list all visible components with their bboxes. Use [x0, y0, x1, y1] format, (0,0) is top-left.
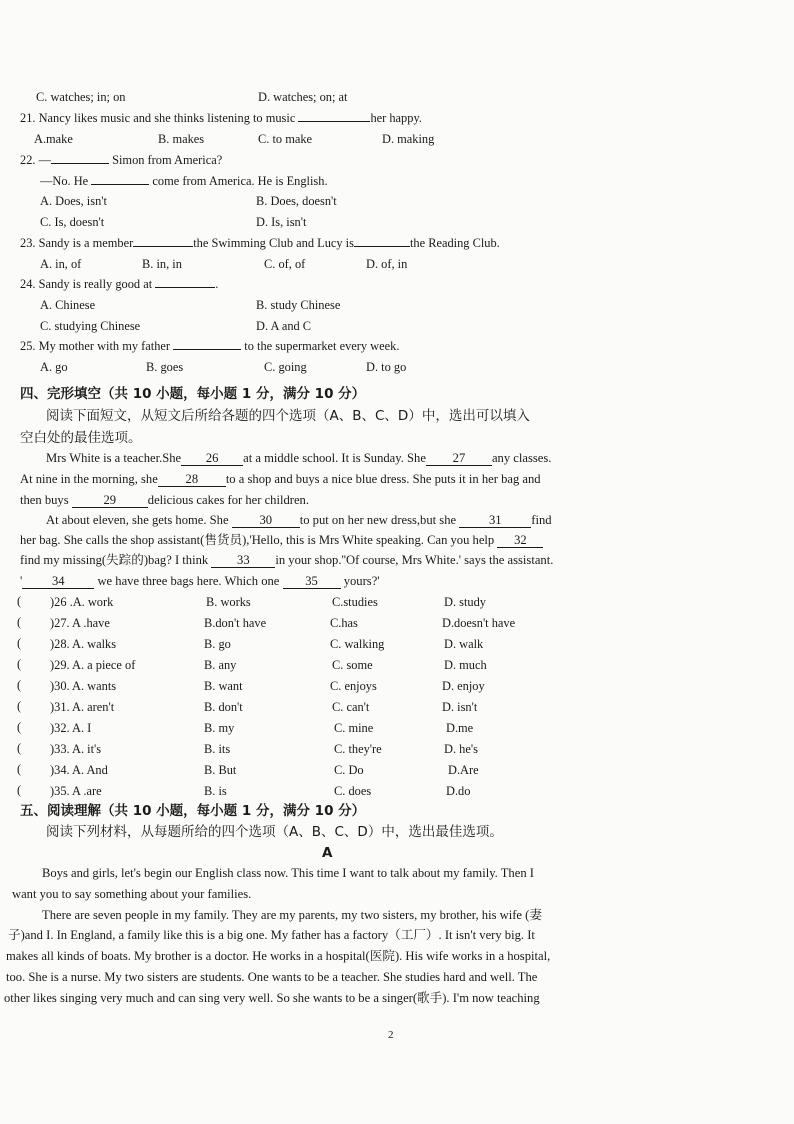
- blank-29[interactable]: 29: [72, 493, 148, 508]
- q21-option-b: B. makes: [158, 132, 205, 146]
- option-row-a: )30. A. wants: [50, 679, 117, 693]
- blank-35[interactable]: 35: [283, 574, 341, 589]
- q21-option-a: A.make: [34, 132, 73, 146]
- option-b: B. its: [204, 742, 231, 756]
- page-number: 2: [388, 1029, 394, 1041]
- answer-paren[interactable]: (: [17, 762, 22, 776]
- option-d: D. study: [444, 595, 486, 609]
- option-c: C. can't: [332, 700, 370, 714]
- option-b: B. is: [204, 784, 227, 798]
- question-22: [20, 152, 222, 169]
- section-5-heading: 五、阅读理解（共 10 小题，每小题 1 分，满分 10 分）: [20, 803, 366, 819]
- q23-stem-a: 23. Sandy is a member: [20, 236, 134, 250]
- q23-option-d: D. of, in: [366, 257, 408, 271]
- option-b: B.don't have: [204, 616, 267, 630]
- q21-option-d: D. making: [382, 132, 435, 146]
- q22-option-d: D. Is, isn't: [256, 215, 307, 229]
- cloze-line-7: [20, 573, 380, 590]
- cloze-text: At about eleven, she gets home. She: [46, 513, 229, 527]
- q22-stem: Simon from America?: [112, 153, 223, 167]
- cloze-line-2: [20, 471, 541, 488]
- answer-paren[interactable]: (: [17, 594, 22, 608]
- option-row-a: )31. A. aren't: [50, 700, 115, 714]
- cloze-text: then buys: [20, 493, 69, 507]
- question-23: [20, 235, 500, 252]
- answer-paren[interactable]: (: [17, 678, 22, 692]
- cloze-line-6: [20, 552, 553, 569]
- q24-option-b: B. study Chinese: [256, 298, 341, 312]
- q24-option-a: A. Chinese: [40, 298, 96, 312]
- option-row-a: )35. A .are: [50, 784, 102, 798]
- q23-option-c: C. of, of: [264, 257, 306, 271]
- q21-option-c: C. to make: [258, 132, 313, 146]
- cloze-text: at a middle school. It is Sunday. She: [243, 451, 426, 465]
- option-b: B. my: [204, 721, 235, 735]
- cloze-text: delicious cakes for her children.: [147, 493, 309, 507]
- cloze-text: in your shop.''Of course, Mrs White.' says the assistant.: [275, 553, 554, 567]
- option-c: C.studies: [332, 595, 378, 609]
- option-c: C. mine: [334, 721, 374, 735]
- q22-option-b: B. Does, doesn't: [256, 194, 337, 208]
- q25-stem-a: 25. My mother with my father: [20, 339, 171, 353]
- answer-blank[interactable]: [155, 287, 215, 288]
- option-d: D. walk: [444, 637, 484, 651]
- cloze-text: ': [20, 574, 23, 588]
- option-b: B. But: [204, 763, 237, 777]
- q22-dash: 22. —: [20, 153, 51, 167]
- option-b: B. go: [204, 637, 231, 651]
- option-b: B. want: [204, 679, 243, 693]
- cloze-text: At nine in the morning, she: [20, 472, 158, 486]
- question-22-reply: [40, 173, 328, 190]
- blank-26[interactable]: 26: [181, 451, 243, 466]
- cloze-text: yours?': [343, 574, 380, 588]
- answer-blank[interactable]: [173, 349, 241, 350]
- q24-option-c: C. studying Chinese: [40, 319, 141, 333]
- section-4-instruction-cont: 空白处的最佳选项。: [20, 430, 142, 446]
- cloze-text: find: [531, 513, 552, 527]
- q25-option-a: A. go: [40, 360, 68, 374]
- q23-option-b: B. in, in: [142, 257, 182, 271]
- answer-paren[interactable]: (: [17, 720, 22, 734]
- section-4-heading: 四、完形填空（共 10 小题，每小题 1 分，满分 10 分）: [20, 386, 366, 402]
- q21-stem-end: her happy.: [370, 111, 422, 125]
- option-d: D.do: [446, 784, 471, 798]
- answer-paren[interactable]: (: [17, 636, 22, 650]
- q24-stem-end: .: [215, 277, 219, 291]
- cloze-text: Mrs White is a teacher.She: [46, 451, 182, 465]
- option-c: C. some: [332, 658, 373, 672]
- option-c: C. they're: [334, 742, 382, 756]
- option-c: C.has: [330, 616, 358, 630]
- q20-option-d: D. watches; on; at: [258, 90, 348, 104]
- answer-paren[interactable]: (: [17, 699, 22, 713]
- q22-reply-b: come from America. He is English.: [152, 174, 328, 188]
- blank-27[interactable]: 27: [426, 451, 492, 466]
- reading-line: too. She is a nurse. My two sisters are students. One wants to be a teacher. She studies hard and well. The: [6, 970, 538, 984]
- option-d: D. isn't: [442, 700, 478, 714]
- q23-stem-b: the Swimming Club and Lucy is: [193, 236, 354, 250]
- option-d: D.me: [446, 721, 474, 735]
- blank-34[interactable]: 34: [22, 574, 94, 589]
- question-25: [20, 338, 399, 355]
- reading-line: 子)and I. In England, a family like this is a big one. My father has a factory（工厂）. It isn't very big. It: [8, 928, 535, 942]
- option-d: D. much: [444, 658, 487, 672]
- reading-line: want you to say something about your families.: [12, 887, 252, 901]
- answer-paren[interactable]: (: [17, 615, 22, 629]
- answer-blank[interactable]: [354, 246, 410, 247]
- reading-line: There are seven people in my family. They are my parents, my two sisters, my brother, his wife (妻: [42, 908, 542, 922]
- reading-line: Boys and girls, let's begin our English class now. This time I want to talk about my family. Then I: [42, 866, 534, 880]
- q22-option-c: C. Is, doesn't: [40, 215, 105, 229]
- answer-blank[interactable]: [133, 246, 193, 247]
- option-c: C. Do: [334, 763, 364, 777]
- q23-stem-c: the Reading Club.: [409, 236, 500, 250]
- option-b: B. don't: [204, 700, 243, 714]
- option-row-a: )26 .A. work: [50, 595, 114, 609]
- reading-line: makes all kinds of boats. My brother is a doctor. He works in a hospital(医院). His wife works in a hospital,: [6, 949, 551, 963]
- answer-paren[interactable]: (: [17, 783, 22, 797]
- cloze-text: we have three bags here. Which one: [97, 574, 280, 588]
- q25-stem-b: to the supermarket every week.: [244, 339, 400, 353]
- blank-31[interactable]: 31: [459, 513, 531, 528]
- section-5-instruction: 阅读下列材料，从每题所给的四个选项（A、B、C、D）中，选出最佳选项。: [46, 824, 503, 840]
- q25-option-d: D. to go: [366, 360, 407, 374]
- blank-33[interactable]: 33: [211, 553, 275, 568]
- option-b: B. any: [204, 658, 237, 672]
- q24-stem: 24. Sandy is really good at: [20, 277, 153, 291]
- q25-option-c: C. going: [264, 360, 307, 374]
- blank-32[interactable]: 32: [497, 533, 543, 548]
- passage-label: A: [322, 845, 333, 861]
- question-24: [20, 276, 218, 293]
- option-d: D.Are: [448, 763, 479, 777]
- option-d: D. he's: [444, 742, 478, 756]
- q23-option-a: A. in, of: [40, 257, 82, 271]
- q22-option-a: A. Does, isn't: [40, 194, 107, 208]
- reading-line: other likes singing very much and can sing very well. So she wants to be a singer(歌手). I'm now teaching: [4, 991, 540, 1005]
- answer-blank[interactable]: [51, 163, 109, 164]
- q25-option-b: B. goes: [146, 360, 184, 374]
- answer-blank[interactable]: [91, 184, 149, 185]
- option-row-a: )28. A. walks: [50, 637, 117, 651]
- option-b: B. works: [206, 595, 251, 609]
- cloze-line-3: [20, 492, 309, 509]
- option-c: C. does: [334, 784, 372, 798]
- answer-blank[interactable]: [298, 121, 370, 122]
- cloze-text: to put on her new dress,but she: [299, 513, 457, 527]
- cloze-text: to a shop and buys a nice blue dress. She puts it in her bag and: [225, 472, 541, 486]
- q21-stem: 21. Nancy likes music and she thinks listening to music: [20, 111, 296, 125]
- option-d: D.doesn't have: [442, 616, 516, 630]
- cloze-line-1: [46, 450, 551, 467]
- option-row-a: )27. A .have: [50, 616, 110, 630]
- q22-reply-a: —No. He: [40, 174, 89, 188]
- option-c: C. walking: [330, 637, 385, 651]
- blank-30[interactable]: 30: [232, 513, 300, 528]
- q24-option-d: D. A and C: [256, 319, 312, 333]
- section-4-instruction: 阅读下面短文，从短文后所给各题的四个选项（A、B、C、D）中，选出可以填入: [46, 408, 530, 424]
- option-d: D. enjoy: [442, 679, 485, 693]
- cloze-line-4: [46, 512, 552, 529]
- answer-paren[interactable]: (: [17, 657, 22, 671]
- cloze-text: find my missing(失踪的)bag? I think: [20, 553, 209, 567]
- cloze-text: any classes.: [491, 451, 552, 465]
- option-c: C. enjoys: [330, 679, 377, 693]
- question-21: [20, 110, 422, 127]
- option-row-a: )29. A. a piece of: [50, 658, 136, 672]
- blank-28[interactable]: 28: [158, 472, 226, 487]
- q20-option-c: C. watches; in; on: [36, 90, 126, 104]
- option-row-a: )34. A. And: [50, 763, 108, 777]
- option-row-a: )32. A. I: [50, 721, 92, 735]
- cloze-text: her bag. She calls the shop assistant(售货员),'Hello, this is Mrs White speaking. Can you help: [20, 533, 495, 547]
- cloze-line-5: [20, 532, 543, 549]
- answer-paren[interactable]: (: [17, 741, 22, 755]
- option-row-a: )33. A. it's: [50, 742, 102, 756]
